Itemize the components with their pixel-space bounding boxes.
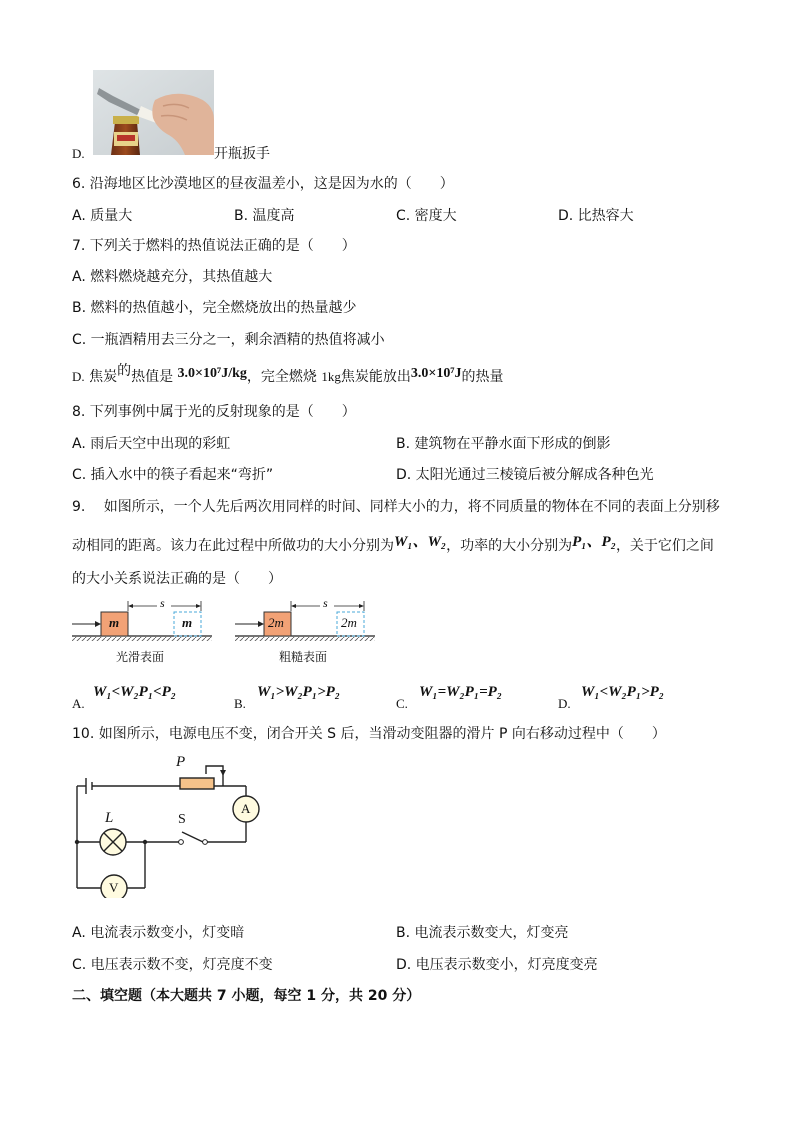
q6-option-c: C. 密度大: [396, 208, 457, 224]
q9-option-b-label: B.: [234, 696, 246, 711]
q9-option-a-expr: W₁<W₂P₁<P₂: [93, 684, 177, 700]
q7-option-a: A. 燃料燃烧越充分，其热值越大: [72, 269, 273, 285]
q9-stem-line-1: 9. 如图所示，一个人先后两次用同样的时间、同样大小的力，将不同质量的物体在不同的表面上分别移: [72, 499, 720, 515]
q6-option-b: B. 温度高: [234, 208, 295, 224]
bottle-opener-photo: [93, 70, 214, 155]
q8-stem: 8. 下列事例中属于光的反射现象的是（ ）: [72, 404, 356, 420]
q10-option-d: D. 电压表示数变小，灯亮度变亮: [396, 957, 598, 973]
q9-fig2-caption: 粗糙表面: [279, 650, 328, 664]
q7-d-value-2: 3.0×10⁷J: [410, 366, 462, 381]
q9-stem-2a: 动相同的距离。该力在此过程中所做功的大小分别为: [72, 538, 394, 554]
q10-option-b: B. 电流表示数变大，灯变亮: [396, 925, 569, 941]
q6-option-a: A. 质量大: [72, 208, 133, 224]
q10-lamp-label: L: [105, 810, 114, 826]
q9-option-c-expr: W₁=W₂P₁=P₂: [419, 684, 503, 700]
q9-stem-2b: ，功率的大小分别为: [446, 538, 573, 554]
q7-option-d-label: D.: [72, 369, 85, 384]
q9-w-symbols: W₁、W₂: [394, 534, 447, 550]
q8-option-b: B. 建筑物在平静水面下形成的倒影: [396, 436, 611, 452]
q7-d-text-5: 的热量: [461, 369, 504, 385]
q6-stem: 6. 沿海地区比沙漠地区的昼夜温差小，这是因为水的（ ）: [72, 176, 454, 192]
q9-figure-smooth: [70, 598, 218, 668]
q10-stem: 10. 如图所示，电源电压不变，闭合开关 S 后，当滑动变阻器的滑片 P 向右移动过程中（ ）: [72, 726, 666, 742]
q10-option-c: C. 电压表示数不变，灯亮度不变: [72, 957, 273, 973]
q10-voltmeter-label: V: [109, 880, 119, 895]
q5-option-d-label: D.: [72, 146, 85, 161]
q9-option-d-label: D.: [558, 696, 571, 711]
q9-stem-line-3: 的大小关系说法正确的是（ ）: [72, 571, 282, 587]
q8-option-c: C. 插入水中的筷子看起来“弯折”: [72, 467, 274, 483]
q9-fig1-distance: s: [160, 596, 165, 610]
q7-d-text-3: ，完全燃烧: [246, 369, 317, 385]
q7-d-text-4: 焦炭能放出: [340, 369, 411, 385]
q9-fig1-ghost-mass: m: [182, 615, 193, 630]
q7-option-d: [72, 363, 504, 386]
q9-fig2-ghost-mass: 2m: [341, 615, 357, 630]
q9-option-c-label: C.: [396, 696, 408, 711]
q7-d-text-2: 热值是: [131, 369, 174, 385]
q8-option-d: D. 太阳光通过三棱镜后被分解成各种色光: [396, 467, 654, 483]
q5-option-d-text: 开瓶扳手: [214, 146, 270, 162]
q7-option-b: B. 燃料的热值越小，完全燃烧放出的热量越少: [72, 300, 357, 316]
q6-option-d: D. 比热容大: [558, 208, 634, 224]
q10-slider-label: P: [176, 754, 186, 770]
q7-d-value-1: 3.0×10⁷J/kg: [177, 366, 247, 381]
q7-d-text-1: 焦炭: [89, 369, 118, 385]
q10-circuit-diagram: [70, 752, 270, 898]
q8-option-a: A. 雨后天空中出现的彩虹: [72, 436, 231, 452]
q9-fig2-block-mass: 2m: [268, 615, 284, 630]
q9-option-d-expr: W₁<W₂P₁>P₂: [581, 684, 665, 700]
q10-switch-label: S: [178, 812, 186, 827]
q9-stem-2c: ，关于它们之间: [615, 538, 714, 554]
q9-fig2-distance: s: [323, 596, 328, 610]
q9-fig1-block-mass: m: [109, 615, 120, 630]
q10-option-a: A. 电流表示数变小，灯变暗: [72, 925, 245, 941]
section-2-title: 二、填空题（本大题共 7 小题，每空 1 分，共 20 分）: [72, 988, 421, 1004]
q9-option-a-label: A.: [72, 696, 85, 711]
q9-option-b-expr: W₁>W₂P₁>P₂: [257, 684, 341, 700]
q7-d-text-de: 的: [117, 363, 132, 379]
q7-stem: 7. 下列关于燃料的热值说法正确的是（ ）: [72, 238, 356, 254]
q9-fig1-caption: 光滑表面: [116, 650, 165, 664]
q9-figure-rough: [233, 598, 381, 668]
q7-option-c: C. 一瓶酒精用去三分之一，剩余酒精的热值将减小: [72, 332, 385, 348]
q9-stem-line-2: [72, 534, 714, 555]
q7-d-unit: 1kg: [321, 369, 341, 384]
q10-ammeter-label: A: [241, 801, 251, 816]
q9-p-symbols: P₁、P₂: [572, 534, 616, 550]
